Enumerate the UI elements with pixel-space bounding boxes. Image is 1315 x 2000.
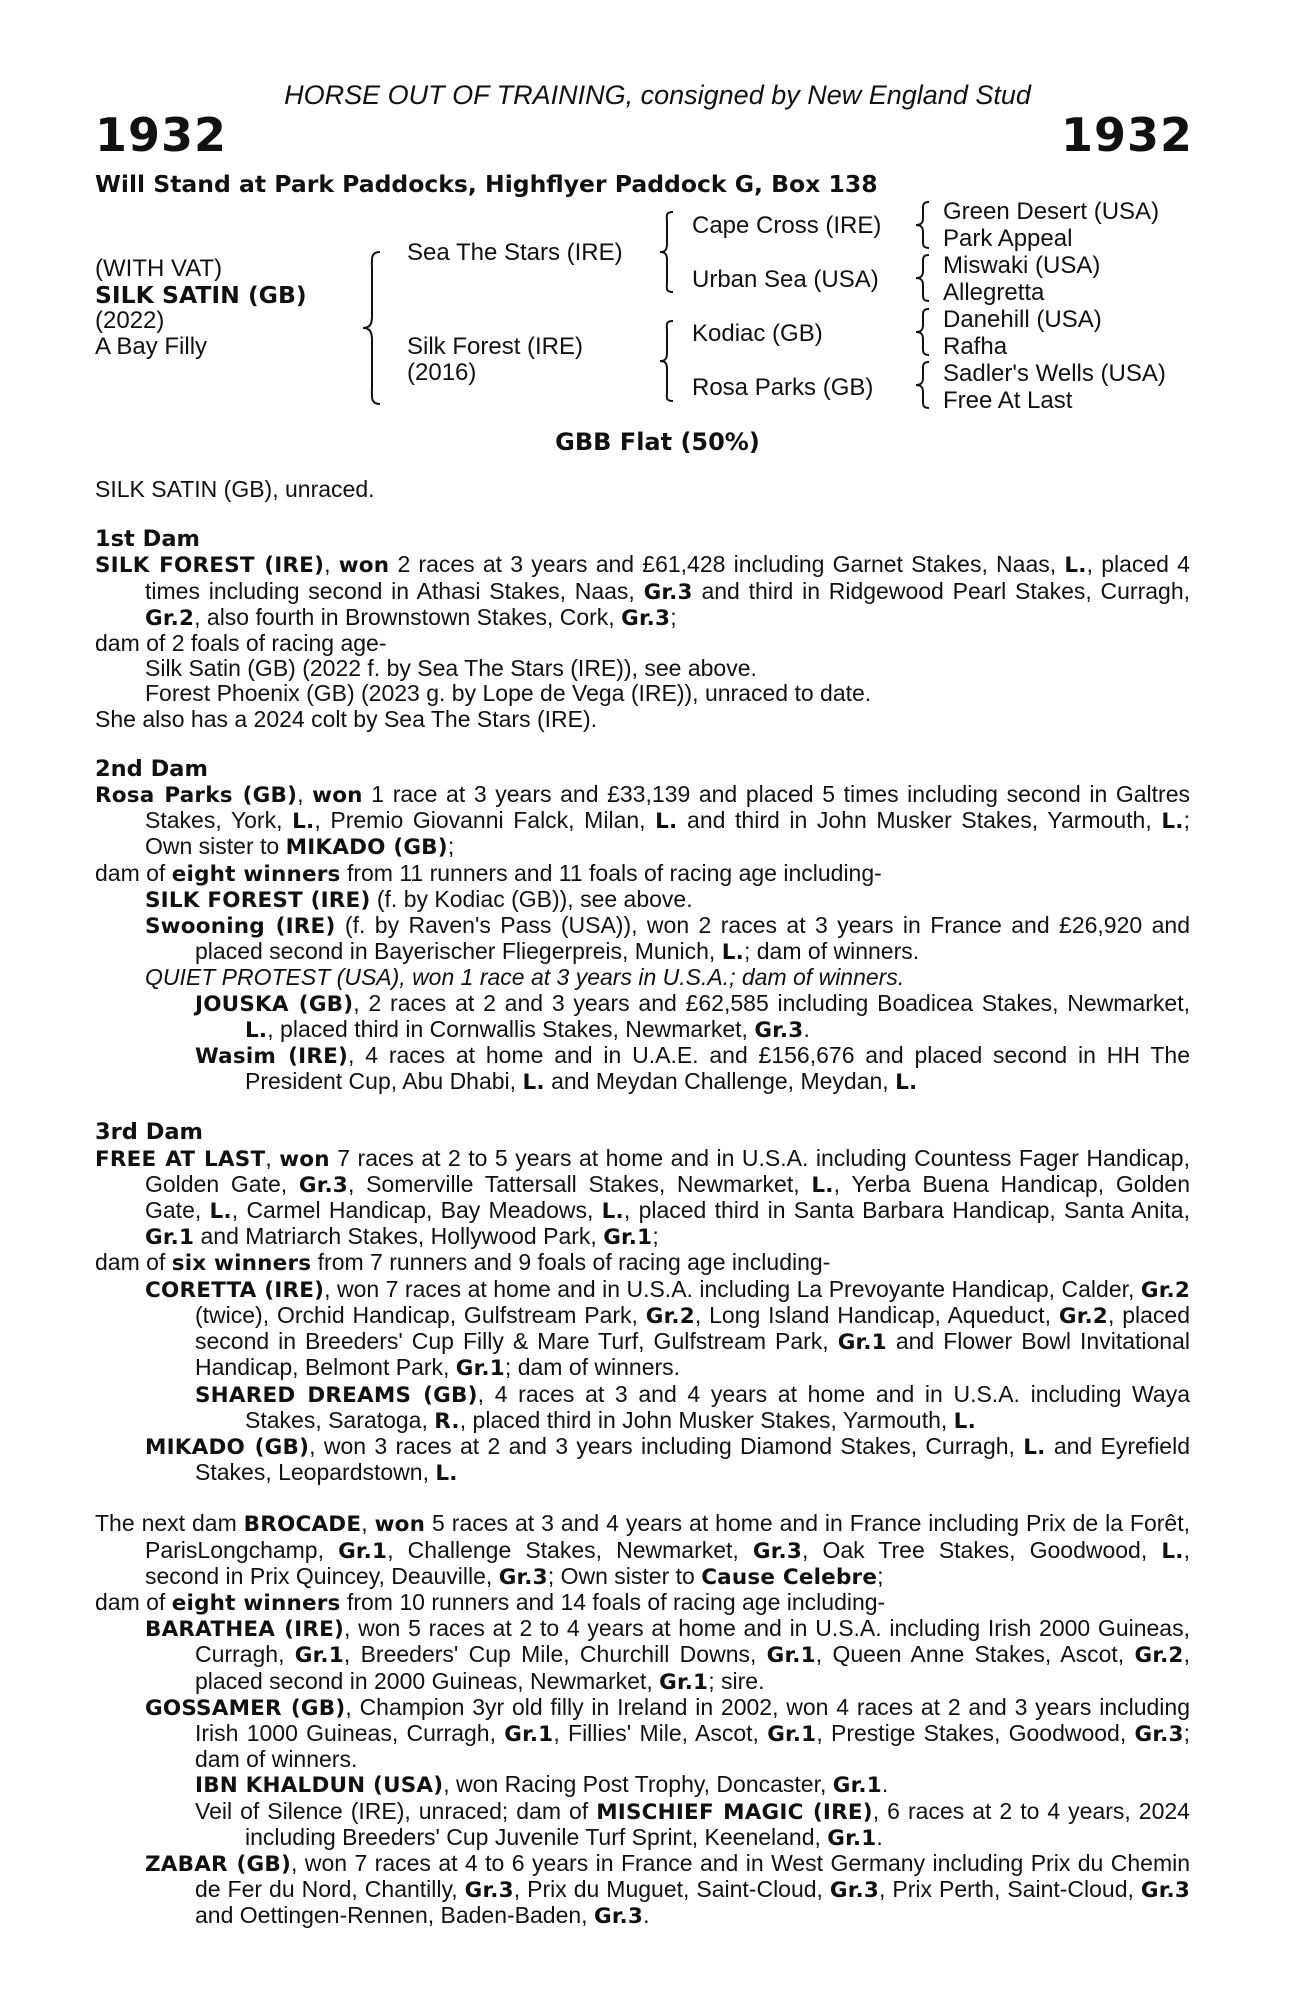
produce-text: ; sire. xyxy=(708,1667,765,1694)
next-dam-text: The next dam xyxy=(95,1510,244,1537)
listed-badge: L. xyxy=(522,1070,545,1096)
produce-text: (twice), Orchid Handicap, Gulfstream Park, xyxy=(195,1301,646,1328)
pedigree-gen4-4: Allegretta xyxy=(943,279,1045,306)
next-dam-text: , Oak Tree Stakes, Goodwood, xyxy=(802,1536,1162,1563)
produce-text: , won Racing Post Trophy, Doncaster, xyxy=(443,1771,833,1798)
produce-text: , Long Island Handicap, Aqueduct, xyxy=(694,1301,1059,1328)
won-label: won xyxy=(374,1512,426,1538)
group-badge: Gr.2 xyxy=(1134,1643,1184,1669)
third-dam-heading: 3rd Dam xyxy=(95,1119,203,1146)
group-badge: Gr.2 xyxy=(1140,1277,1190,1303)
pedigree-brace-g4 xyxy=(913,360,933,410)
produce-text: , placed second in 2000 Guineas, Newmarket, xyxy=(195,1641,1190,1694)
pedigree-sire: Sea The Stars (IRE) xyxy=(407,239,623,266)
group-badge: Gr.3 xyxy=(621,605,671,631)
produce-swooning xyxy=(95,913,1190,965)
second-dam-produce-intro xyxy=(95,861,1190,887)
group-badge: Gr.3 xyxy=(298,1172,348,1198)
next-dam-text: , Challenge Stakes, Newmarket, xyxy=(387,1536,753,1563)
group-badge: Gr.1 xyxy=(767,1721,817,1747)
produce-text: , won 5 races at 2 to 4 years at home and in U.S.A. including Irish 2000 Guineas, Curragh, xyxy=(195,1615,1190,1668)
group-badge: Gr.1 xyxy=(766,1643,816,1669)
second-dam-heading: 2nd Dam xyxy=(95,755,208,782)
produce-barathea xyxy=(95,1616,1190,1695)
third-dam-text: , placed third in Santa Barbara Handicap, Santa Anita, xyxy=(623,1197,1190,1224)
listed-badge: L. xyxy=(721,940,744,966)
group-badge: Gr.3 xyxy=(1134,1721,1184,1747)
third-dam-name: FREE AT LAST xyxy=(95,1146,266,1172)
produce-text: , Breeders' Cup Mile, Churchill Downs, xyxy=(343,1641,767,1668)
produce-text: Veil of Silence (IRE), unraced; dam of xyxy=(195,1797,597,1824)
third-dam-text: and Matriarch Stakes, Hollywood Park, xyxy=(194,1223,604,1250)
produce-veil-of-silence xyxy=(95,1799,1190,1851)
pedigree-brace-sire xyxy=(657,210,677,295)
second-dam-text: , Premio Giovanni Falck, Milan, xyxy=(314,807,656,834)
produce-text: . xyxy=(876,1823,883,1850)
first-dam-record: SILK FOREST (IRE), won 2 races at 3 years and £61,428 including Garnet Stakes, Naas, L., placed 4 times including second in Athasi Stakes, Naas, Gr.3 and third in Ridgewood Pearl Stakes, Curragh, Gr.2, also fourth in Brownstown Stakes, Cork, Gr.3; xyxy=(95,551,1190,631)
produce-ibn-khaldun xyxy=(95,1772,1190,1798)
produce-silk-forest xyxy=(95,887,1190,913)
produce-quiet-protest: QUIET PROTEST (USA), won 1 race at 3 years in U.S.A.; dam of winners. xyxy=(145,964,905,991)
pedigree-dam-year: (2016) xyxy=(407,359,477,386)
won-label: won xyxy=(312,783,363,809)
produce-text: ; dam of winners. xyxy=(195,1719,1191,1773)
produce-jouska xyxy=(95,991,1190,1043)
lot-number-left: 1932 xyxy=(95,108,228,162)
produce-text: (f. by Kodiac (GB)), see above. xyxy=(370,885,693,912)
produce-text: . xyxy=(643,1902,650,1929)
produce-text: , Fillies' Mile, Ascot, xyxy=(553,1719,768,1746)
pedigree-gen4-5: Danehill (USA) xyxy=(943,306,1102,333)
horse-summary: SILK SATIN (GB), unraced. xyxy=(95,476,375,502)
produce-text: , 4 races at home and in U.A.E. and £156,676 and placed second in HH The President Cup, Abu Dhabi, xyxy=(245,1042,1190,1095)
sister-name: MIKADO (GB) xyxy=(285,835,448,861)
winners-count: eight winners xyxy=(171,1590,341,1616)
produce-text: dam of xyxy=(95,1249,172,1276)
sister-name: Cause Celebre xyxy=(701,1564,878,1590)
first-dam-name: SILK FOREST (IRE) xyxy=(95,553,325,579)
next-dam-text: ; xyxy=(877,1562,884,1589)
first-dam-text: , also fourth in Brownstown Stakes, Cork, xyxy=(194,603,622,630)
group-badge: Gr.1 xyxy=(837,1330,887,1356)
first-dam-foal: Silk Satin (GB) (2022 f. by Sea The Stars (IRE)), see above. xyxy=(145,655,757,682)
produce-gossamer xyxy=(95,1695,1190,1773)
group-badge: Gr.3 xyxy=(593,1904,644,1930)
consignor-line: HORSE OUT OF TRAINING, consigned by New England Stud xyxy=(284,80,1031,110)
stabling-location: Will Stand at Park Paddocks, Highflyer Paddock G, Box 138 xyxy=(95,170,878,198)
pedigree-brace-g3 xyxy=(913,307,933,357)
third-dam-text: ; xyxy=(652,1223,659,1250)
pedigree-brace-main xyxy=(360,250,384,406)
produce-text: from 7 runners and 9 foals of racing age including- xyxy=(311,1249,831,1276)
produce-text: , Prix Perth, Saint-Cloud, xyxy=(879,1876,1141,1903)
first-dam-also: She also has a 2024 colt by Sea The Stars (IRE). xyxy=(95,705,598,732)
first-dam-text: , placed 4 times including second in Athasi Stakes, Naas, xyxy=(145,551,1190,604)
produce-coretta xyxy=(95,1277,1190,1382)
third-dam-produce-intro xyxy=(95,1250,1190,1276)
group-badge: Gr.1 xyxy=(338,1538,388,1564)
listed-badge: L. xyxy=(953,1408,976,1434)
listed-badge: L. xyxy=(292,809,315,835)
group-badge: Gr.3 xyxy=(643,579,693,605)
first-dam-text: and third in Ridgewood Pearl Stakes, Curragh, xyxy=(692,577,1190,604)
third-dam-text: , Carmel Handicap, Bay Meadows, xyxy=(231,1197,602,1224)
next-dam-produce-intro xyxy=(95,1590,1190,1616)
produce-text: , Prix du Muguet, Saint-Cloud, xyxy=(513,1876,830,1903)
second-dam-text: 1 race at 3 years and £33,139 and placed 5 times including second in Galtres Stakes, York, xyxy=(145,781,1191,834)
listed-badge: L. xyxy=(811,1172,834,1198)
produce-text: , 4 races at 3 and 4 years at home and in U.S.A. including Waya Stakes, Saratoga, xyxy=(245,1380,1190,1433)
rating-line: GBB Flat (50%) xyxy=(555,428,760,456)
group-badge: Gr.3 xyxy=(829,1878,880,1904)
horse-description: A Bay Filly xyxy=(95,333,208,360)
produce-text: , placed third in John Musker Stakes, Yarmouth, xyxy=(459,1406,954,1433)
pedigree-gen4-8: Free At Last xyxy=(943,387,1073,414)
produce-name: Swooning (IRE) xyxy=(145,914,336,940)
horse-name: SILK SATIN (GB) xyxy=(95,281,307,309)
produce-text: , Champion 3yr old filly in Ireland in 2002, won 4 races at 2 and 3 years including Irish 1000 Guineas, Curragh, xyxy=(195,1693,1190,1746)
group-badge: Gr.1 xyxy=(827,1825,877,1851)
produce-text: , won 7 races at 4 to 6 years in France and in West Germany including Prix du Chemin de Fer du Nord, Chantilly, xyxy=(195,1849,1191,1903)
next-dam-text: ; Own sister to xyxy=(547,1562,702,1589)
group-badge: Gr.3 xyxy=(464,1878,514,1904)
produce-text: , Queen Anne Stakes, Ascot, xyxy=(815,1641,1135,1668)
second-dam-text: ; xyxy=(447,833,455,860)
produce-text: , placed third in Cornwallis Stakes, Newmarket, xyxy=(267,1015,755,1042)
horse-year: (2022) xyxy=(95,307,165,334)
produce-text: ; dam of winners. xyxy=(504,1354,681,1381)
second-dam-record: Rosa Parks (GB), won 1 race at 3 years and £33,139 and placed 5 times including second in Galtres Stakes, York, L., Premio Giovanni Falck, Milan, L. and third in John Musker Stakes, Yarmouth, L.; Own sister to MIKADO (GB); xyxy=(95,781,1191,861)
third-dam-text: , Yerba Buena Handicap, Golden Gate, xyxy=(145,1170,1190,1224)
produce-name: MIKADO (GB) xyxy=(145,1434,310,1460)
pedigree-dam: Silk Forest (IRE) xyxy=(407,333,584,360)
won-label: won xyxy=(279,1146,330,1172)
produce-text: , placed second in Breeders' Cup Filly & Mare Turf, Gulfstream Park, xyxy=(195,1301,1190,1355)
listed-badge: L. xyxy=(895,1070,918,1096)
produce-text: and Meydan Challenge, Meydan, xyxy=(544,1068,896,1095)
produce-text: . xyxy=(881,1771,889,1798)
group-badge: Gr.3 xyxy=(754,1017,804,1043)
produce-text: dam of xyxy=(95,859,172,886)
produce-mikado xyxy=(95,1434,1190,1486)
produce-shared-dreams xyxy=(95,1382,1190,1434)
pedigree-brace-g1 xyxy=(913,200,933,250)
first-dam-foal: Forest Phoenix (GB) (2023 g. by Lope de Vega (IRE)), unraced to date. xyxy=(145,680,872,707)
produce-text: , 2 races at 2 and 3 years and £62,585 including Boadicea Stakes, Newmarket, xyxy=(353,989,1190,1016)
produce-name: SHARED DREAMS (GB) xyxy=(195,1382,478,1408)
produce-text: , won 3 races at 2 and 3 years including Diamond Stakes, Curragh, xyxy=(309,1432,1024,1459)
pedigree-brace-dam xyxy=(657,319,677,404)
lot-number-right: 1932 xyxy=(1060,108,1193,162)
produce-text: , 6 races at 2 to 4 years, 2024 including Breeders' Cup Juvenile Turf Sprint, Keeneland, xyxy=(245,1797,1190,1850)
listed-badge: L. xyxy=(1064,553,1087,579)
second-dam-text: ; Own sister to xyxy=(145,807,1190,860)
pedigree-gen4-3: Miswaki (USA) xyxy=(943,252,1101,279)
listed-badge: L. xyxy=(601,1199,624,1225)
group-badge: Gr.1 xyxy=(603,1225,653,1251)
listed-badge: L. xyxy=(1161,1538,1184,1564)
group-badge: Gr.1 xyxy=(659,1669,709,1695)
produce-text: and Flower Bowl Invitational Handicap, Belmont Park, xyxy=(195,1328,1190,1381)
listed-badge: L. xyxy=(655,809,678,835)
pedigree-gen4-6: Rafha xyxy=(943,333,1008,360)
group-badge: Gr.1 xyxy=(455,1356,505,1382)
produce-text: dam of xyxy=(95,1588,172,1615)
produce-text: from 10 runners and 14 foals of racing age including- xyxy=(340,1588,886,1615)
produce-text: and Eyrefield Stakes, Leopardstown, xyxy=(195,1432,1191,1486)
next-dam-text: 5 races at 3 and 4 years at home and in France including Prix de la Forêt, ParisLongchamp, xyxy=(145,1510,1190,1563)
won-label: won xyxy=(338,553,390,579)
produce-name: IBN KHALDUN (USA) xyxy=(195,1773,444,1799)
pedigree-gen4-7: Sadler's Wells (USA) xyxy=(943,360,1166,387)
produce-name: SILK FOREST (IRE) xyxy=(145,887,371,913)
vat-status: (WITH VAT) xyxy=(95,255,223,282)
group-badge: Gr.3 xyxy=(1140,1878,1190,1904)
produce-text: and Oettingen-Rennen, Baden-Baden, xyxy=(195,1902,594,1929)
second-dam-text: and third in John Musker Stakes, Yarmouth, xyxy=(677,807,1162,834)
listed-badge: L. xyxy=(1161,809,1184,835)
listed-badge: L. xyxy=(245,1017,268,1043)
group-badge: Gr.3 xyxy=(752,1538,802,1564)
first-dam-text: 2 races at 3 years and £61,428 including Garnet Stakes, Naas, xyxy=(389,551,1065,578)
produce-name: MISCHIEF MAGIC (IRE) xyxy=(596,1799,873,1825)
produce-wasim xyxy=(95,1043,1190,1095)
listed-badge: L. xyxy=(1023,1434,1046,1460)
second-dam-name: Rosa Parks (GB) xyxy=(95,783,298,809)
produce-name: ZABAR (GB) xyxy=(145,1851,292,1877)
winners-count: six winners xyxy=(171,1251,312,1277)
third-dam-text: , Somerville Tattersall Stakes, Newmarket, xyxy=(347,1170,812,1197)
restricted-badge: R. xyxy=(434,1408,460,1434)
first-dam-heading: 1st Dam xyxy=(95,526,200,553)
next-dam-record: The next dam BROCADE, won 5 races at 3 and 4 years at home and in France including Prix de la Forêt, ParisLongchamp, Gr.1, Challenge Stakes, Newmarket, Gr.3, Oak Tree Stakes, Goodwood, L., second in Prix Quincey, Deauville, Gr.3; Own sister to Cause Celebre; xyxy=(95,1510,1190,1590)
pedigree-brace-g2 xyxy=(913,253,933,303)
third-dam-text: 7 races at 2 to 5 years at home and in U.S.A. including Countess Fager Handicap, Golden Gate, xyxy=(145,1144,1190,1197)
listed-badge: L. xyxy=(209,1199,232,1225)
group-badge: Gr.2 xyxy=(1058,1303,1108,1329)
third-dam-record: FREE AT LAST, won 7 races at 2 to 5 years at home and in U.S.A. including Countess Fager Handicap, Golden Gate, Gr.3, Somerville Tattersall Stakes, Newmarket, L., Yerba Buena Handicap, Golden Gate, L., Carmel Handicap, Bay Meadows, L., placed third in Santa Barbara Handicap, Santa Anita, Gr.1 and Matriarch Stakes, Hollywood Park, Gr.1; xyxy=(95,1144,1190,1251)
pedigree-gen3-2: Urban Sea (USA) xyxy=(692,266,879,293)
produce-text: ; dam of winners. xyxy=(743,938,920,965)
pedigree-gen3-3: Kodiac (GB) xyxy=(692,320,823,347)
group-badge: Gr.3 xyxy=(498,1564,548,1590)
group-badge: Gr.1 xyxy=(832,1773,882,1799)
next-dam-text: , second in Prix Quincey, Deauville, xyxy=(145,1536,1190,1589)
group-badge: Gr.2 xyxy=(145,605,195,631)
group-badge: Gr.1 xyxy=(294,1643,344,1669)
group-badge: Gr.1 xyxy=(145,1225,195,1251)
produce-zabar xyxy=(95,1851,1190,1930)
winners-count: eight winners xyxy=(171,861,341,887)
group-badge: Gr.1 xyxy=(504,1721,554,1747)
group-badge: Gr.2 xyxy=(645,1303,695,1329)
listed-badge: L. xyxy=(435,1461,458,1487)
produce-name: Wasim (IRE) xyxy=(195,1044,349,1070)
produce-text: from 11 runners and 11 foals of racing age including- xyxy=(340,859,882,886)
produce-name: GOSSAMER (GB) xyxy=(145,1695,346,1721)
produce-name: CORETTA (IRE) xyxy=(145,1277,325,1303)
pedigree-gen4-1: Green Desert (USA) xyxy=(943,198,1160,225)
produce-text: , Prestige Stakes, Goodwood, xyxy=(816,1719,1135,1746)
pedigree-gen4-2: Park Appeal xyxy=(943,225,1073,252)
produce-text: (f. by Raven's Pass (USA)), won 2 races at 3 years in France and £26,920 and placed second in Bayerischer Fliegerpreis, Munich, xyxy=(195,912,1190,965)
first-dam-text: ; xyxy=(670,603,677,630)
pedigree-gen3-4: Rosa Parks (GB) xyxy=(692,374,874,401)
first-dam-produce-intro: dam of 2 foals of racing age- xyxy=(95,630,387,657)
pedigree-gen3-1: Cape Cross (IRE) xyxy=(692,212,882,239)
next-dam-name: BROCADE xyxy=(243,1512,362,1538)
produce-text: , won 7 races at home and in U.S.A. including La Prevoyante Handicap, Calder, xyxy=(324,1275,1141,1302)
catalogue-body xyxy=(95,477,1190,1930)
produce-text: . xyxy=(803,1015,810,1042)
produce-name: BARATHEA (IRE) xyxy=(145,1617,345,1643)
produce-name: JOUSKA (GB) xyxy=(195,991,354,1017)
